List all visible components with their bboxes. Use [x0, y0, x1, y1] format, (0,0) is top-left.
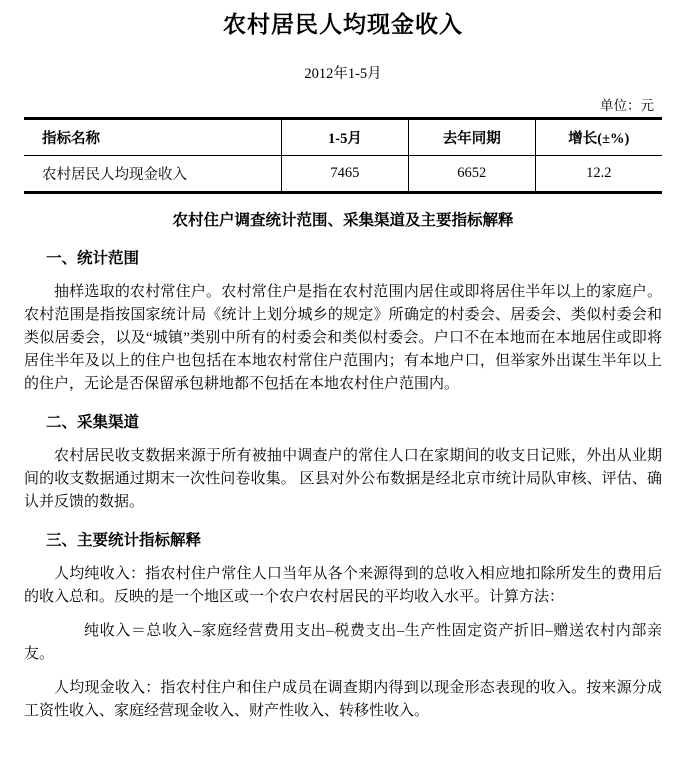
cell-lastyear-value: 6652 — [408, 156, 535, 193]
section-paragraph-collection: 农村居民收支数据来源于所有被抽中调查户的常住人口在家期间的收支日记账，外出从业期间的收支数据通过期末一次性问卷收集。 区县对外公布数据是经北京市统计局队审核、评估、确认并反馈的数据。 — [24, 448, 662, 510]
section-heading-scope: 一、统计范围 — [46, 250, 140, 267]
income-table — [24, 117, 662, 194]
section-paragraph-cash-income: 人均现金收入：指农村住户和住户成员在调查期内得到以现金形态表现的收入。按来源分成工资性收入、家庭经营现金收入、财产性收入、转移性收入。 — [24, 680, 662, 719]
table-header-row — [24, 119, 662, 156]
table-row — [24, 156, 662, 193]
table-header-growth: 增长(±%) — [535, 119, 662, 156]
unit-label: 单位：元 — [600, 98, 654, 113]
explanation-main-heading: 农村住户调查统计范围、采集渠道及主要指标解释 — [172, 212, 514, 229]
cell-growth-value: 12.2 — [535, 156, 662, 193]
table-body — [24, 156, 662, 193]
table-header-current: 1-5月 — [282, 119, 409, 156]
table-header-lastyear: 去年同期 — [408, 119, 535, 156]
section-heading-collection: 二、采集渠道 — [46, 414, 140, 431]
section-paragraph-scope: 抽样选取的农村常住户。农村常住户是指在农村范围内居住或即将居住半年以上的家庭户。农村范围是指按国家统计局《统计上划分城乡的规定》所确定的村委会、居委会、类似村委会和类似居委会，以及“城镇”类别中所有的村委会和类似村委会。户口不在本地而在本地居住或即将居住半年及以上的住户也包括在本地农村常住户范围内；有本地户口，但举家外出谋生半年以上的住户，无论是否保留承包耕地都不包括在本地农村住户范围内。 — [24, 284, 662, 392]
cell-indicator-name: 农村居民人均现金收入 — [24, 156, 282, 193]
section-paragraph-net-income: 人均纯收入：指农村住户常住人口当年从各个来源得到的总收入相应地扣除所发生的费用后的收入总和。反映的是一个地区或一个农户农村居民的平均收入水平。计算方法： — [24, 566, 662, 605]
page-subtitle: 2012年1-5月 — [304, 66, 382, 82]
document-page — [0, 10, 686, 771]
page-title: 农村居民人均现金收入 — [223, 12, 463, 37]
table-header — [24, 119, 662, 156]
table-header-indicator: 指标名称 — [24, 119, 282, 156]
section-heading-indicators: 三、主要统计指标解释 — [46, 532, 202, 549]
section-paragraph-formula: 纯收入＝总收入–家庭经营费用支出–税费支出–生产性固定资产折旧–赠送农村内部亲友。 — [24, 623, 662, 662]
cell-current-value: 7465 — [282, 156, 409, 193]
